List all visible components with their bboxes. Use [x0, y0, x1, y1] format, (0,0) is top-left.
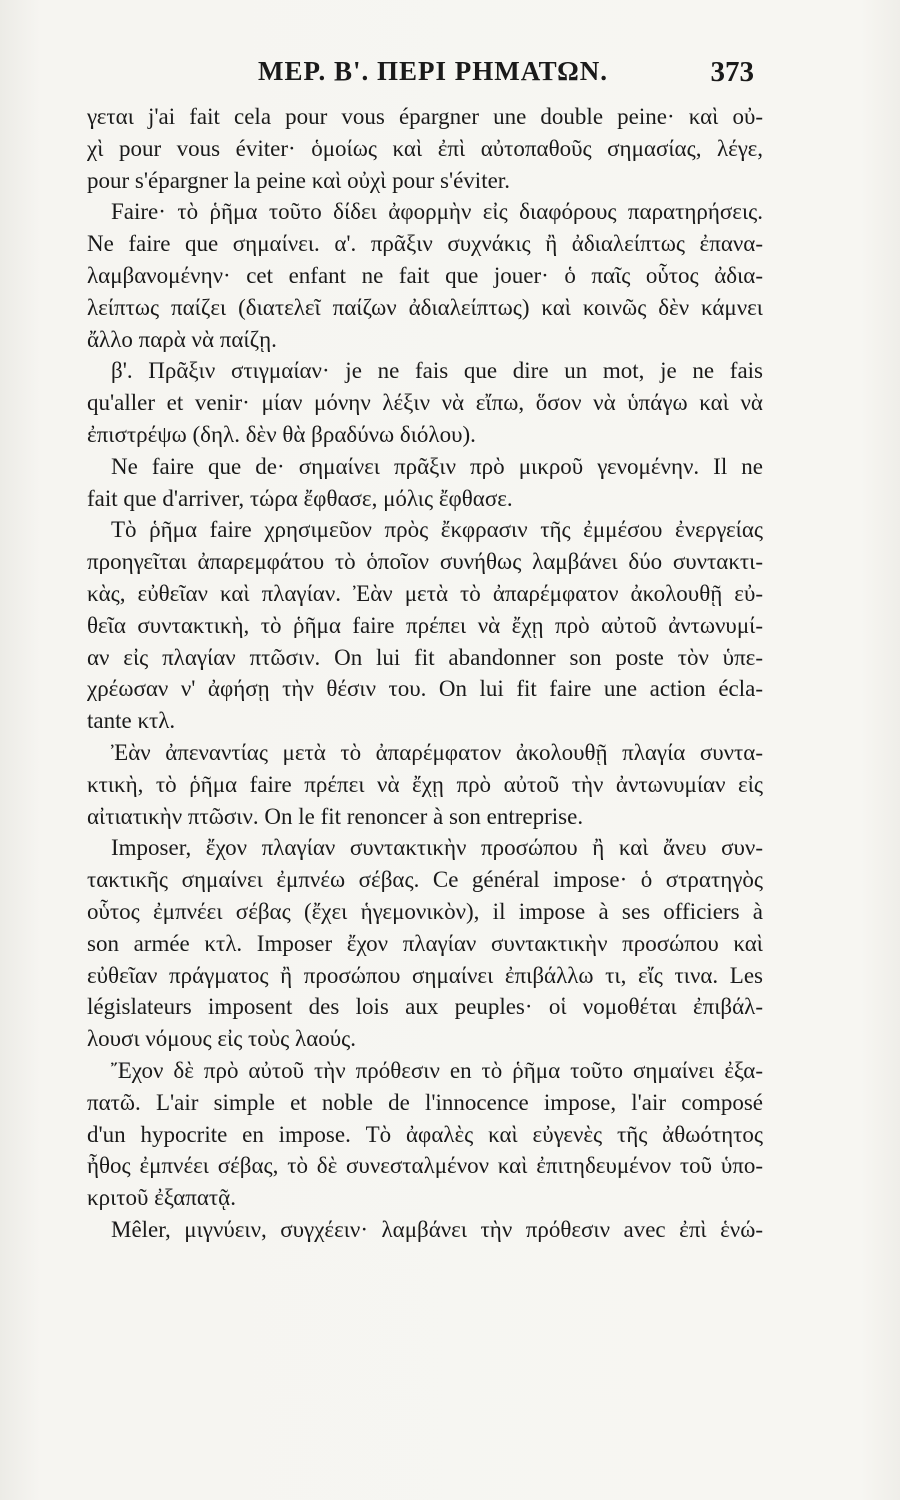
- text-line: γεται j'ai fait cela pour vous épargner une double peine· καὶ οὐ-: [87, 104, 763, 129]
- text-line: χὶ pour vous éviter· ὁμοίως καὶ ἐπὶ αὐτοπαθοῦς σημασίας, λέγε,: [87, 135, 763, 161]
- text-line: Mêler, μιγνύειν, συγχέειν· λαμβάνει τὴν πρόθεσιν avec ἐπὶ ἑνώ-: [111, 1216, 763, 1242]
- text-line: λαμβανομένην· cet enfant ne fait que jouer· ὁ παῖς οὗτος ἀδια-: [87, 262, 763, 288]
- text-line: ἄλλο παρὰ νὰ παίζῃ.: [87, 326, 277, 352]
- text-line: ἦθος ἐμπνέει σέβας, τὸ δὲ συνεσταλμένον καὶ ἐπιτηδευμένον τοῦ ὑπο-: [87, 1153, 763, 1179]
- text-line: Ἐὰν ἀπεναντίας μετὰ τὸ ἀπαρέμφατον ἀκολουθῇ πλαγία συντα-: [111, 739, 763, 765]
- text-line: εὐθεῖαν πράγματος ἢ προσώπου σημαίνει ἐπιβάλλω τι, εἴς τινα. Les: [87, 962, 763, 988]
- text-line: qu'aller et venir· μίαν μόνην λέξιν νὰ εἴπω, ὅσον νὰ ὑπάγω καὶ νὰ: [87, 390, 763, 416]
- text-line: pour s'épargner la peine καὶ οὐχὶ pour s'éviter.: [87, 167, 510, 193]
- body-text: [87, 101, 763, 1246]
- text-line: λείπτως παίζει (διατελεῖ παίζων ἀδιαλείπτως) καὶ κοινῶς δὲν κάμνει: [87, 294, 763, 320]
- text-line: αν εἰς πλαγίαν πτῶσιν. On lui fit abandonner son poste τὸν ὑπε-: [87, 644, 763, 670]
- text-line: λουσι νόμους εἰς τοὺς λαούς.: [87, 1026, 356, 1052]
- text-line: αἰτιατικὴν πτῶσιν. On le fit renoncer à son entreprise.: [87, 803, 584, 829]
- running-head: ΜΕΡ. Β'. ΠΕΡΙ ΡΗΜΑΤΩΝ.: [258, 56, 609, 86]
- text-line: Ne faire que σημαίνει. α'. πρᾶξιν συχνάκις ἢ ἀδιαλείπτως ἐπανα-: [87, 231, 763, 257]
- text-line: son armée κτλ. Imposer ἔχον πλαγίαν συντακτικὴν προσώπου καὶ: [87, 930, 763, 956]
- text-line: χρέωσαν ν' ἀφήσῃ τὴν θέσιν του. On lui fit faire une action écla-: [87, 676, 763, 702]
- text-line: fait que d'arriver, τώρα ἔφθασε, μόλις ἔφθασε.: [87, 485, 513, 511]
- text-line: θεῖα συντακτικὴ, τὸ ῥῆμα faire πρέπει νὰ ἔχῃ πρὸ αὐτοῦ ἀντωνυμί-: [87, 612, 763, 638]
- text-line: κτικὴ, τὸ ῥῆμα faire πρέπει νὰ ἔχῃ πρὸ αὐτοῦ τὴν ἀντωνυμίαν εἰς: [87, 771, 763, 797]
- text-line: Ne faire que de· σημαίνει πρᾶξιν πρὸ μικροῦ γενομένην. Il ne: [111, 453, 763, 479]
- text-line: πατῶ. L'air simple et noble de l'innocence impose, l'air composé: [87, 1089, 763, 1115]
- text-line: tante κτλ.: [87, 708, 176, 734]
- text-line: Τὸ ῥῆμα faire χρησιμεῦον πρὸς ἔκφρασιν τῆς ἐμμέσου ἐνεργείας: [111, 517, 763, 543]
- text-line: β'. Πρᾶξιν στιγμαίαν· je ne fais que dire un mot, je ne fais: [111, 358, 763, 384]
- page-header: [0, 56, 900, 96]
- text-line: προηγεῖται ἀπαρεμφάτου τὸ ὁποῖον συνήθως λαμβάνει δύο συντακτι-: [87, 549, 763, 575]
- text-line: κὰς, εὐθεῖαν καὶ πλαγίαν. Ἐὰν μετὰ τὸ ἀπαρέμφατον ἀκολουθῇ εὐ-: [87, 580, 763, 606]
- text-line: législateurs imposent des lois aux peuples· οἱ νομοθέται ἐπιβάλ-: [87, 994, 763, 1020]
- text-line: οὗτος ἐμπνέει σέβας (ἔχει ἡγεμονικὸν), il impose à ses officiers à: [87, 898, 763, 924]
- text-line: d'un hypocrite en impose. Τὸ ἀφαλὲς καὶ εὐγενὲς τῆς ἀθωότητος: [87, 1121, 763, 1147]
- text-line: ἐπιστρέψω (δηλ. δὲν θὰ βραδύνω διόλου).: [87, 421, 476, 447]
- page-number: 373: [710, 56, 754, 88]
- text-line: Faire· τὸ ῥῆμα τοῦτο δίδει ἀφορμὴν εἰς διαφόρους παρατηρήσεις.: [111, 199, 763, 225]
- text-line: Imposer, ἔχον πλαγίαν συντακτικὴν προσώπου ἢ καὶ ἄνευ συν-: [111, 835, 763, 861]
- text-line: τακτικῆς σημαίνει ἐμπνέω σέβας. Ce général impose· ὁ στρατηγὸς: [87, 867, 763, 893]
- text-line: Ἔχον δὲ πρὸ αὐτοῦ τὴν πρόθεσιν en τὸ ῥῆμα τοῦτο σημαίνει ἐξα-: [111, 1057, 763, 1083]
- text-line: κριτοῦ ἐξαπατᾷ.: [87, 1185, 236, 1211]
